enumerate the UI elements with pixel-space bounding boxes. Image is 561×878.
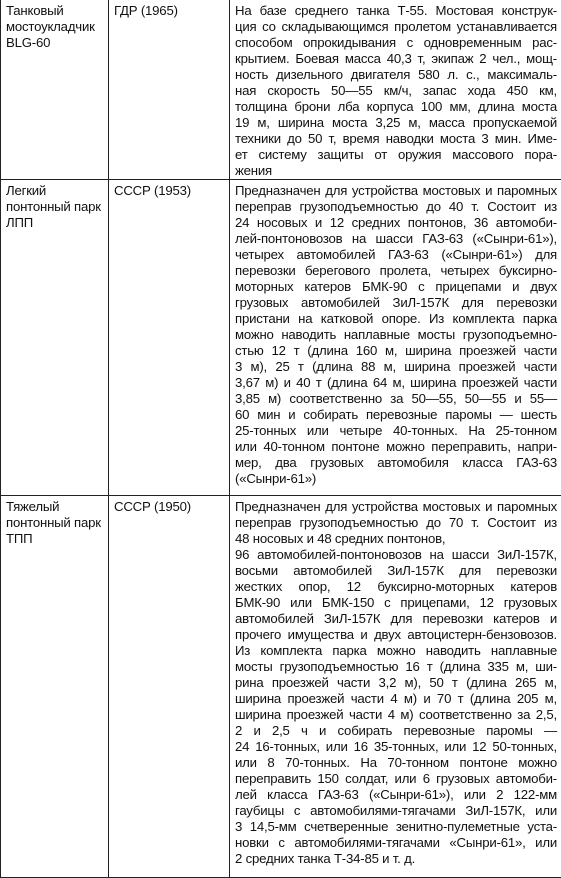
description-cell (230, 496, 561, 878)
description-line: лей класса ГАЗ-63 («Сынри-61»), или 2 122-мм (235, 787, 557, 803)
description-line: крытием. Боевая масса 40,3 т, экипаж 2 чел., мощ- (235, 51, 557, 67)
description-line: 19 м, ширина моста 3,25 м, масса пропускаемой (235, 115, 557, 131)
equipment-name-cell (1, 496, 109, 878)
origin-text: ГДР (1965) (114, 3, 225, 19)
description-line: Предназначен для устройства мостовых и паромных (235, 499, 557, 515)
description-line: переправ грузоподъемностью до 70 т. Состоит из (235, 515, 557, 531)
equipment-name-line: Танковый (6, 3, 104, 19)
description-line: стью 12 т (длина 160 м, ширина проезжей части (235, 343, 557, 359)
description-line: толщина брони лба корпуса 100 мм, длина моста (235, 99, 557, 115)
description-line: переправ грузоподъемностью до 40 т. Состоит из (235, 199, 557, 215)
description-line: мосты грузоподъемностью 16 т (длина 335 м, ши- (235, 659, 557, 675)
description-line: мер, два грузовых автомобиля класса ГАЗ-63 (235, 455, 557, 471)
description-line: восьми автомобилей ЗиЛ-157К для перевозки (235, 563, 557, 579)
description-line: ширина проезжей части 4 м) и 70 т (длина 205 м, (235, 691, 557, 707)
description-line: 3,85 м) соответственно за 50—55, 50—55 и 55— (235, 391, 557, 407)
description-line: 25-тонных или четыре 40-тонных. На 25-тонном (235, 423, 557, 439)
description-line: 96 автомобилей-понтоновозов на шасси ЗиЛ-157К, (235, 547, 557, 563)
description-line: 60 мин и собирать перевозные паромы — шесть (235, 407, 557, 423)
origin-cell (109, 0, 230, 180)
description-line: 2 средних танка Т-34-85 и т. д. (235, 851, 557, 867)
equipment-name-line: Легкий (6, 183, 104, 199)
description-line: прочего имущества и двух автоцистерн-бензовозов. (235, 627, 557, 643)
description-line: Из комплекта парка можно наводить наплавные (235, 643, 557, 659)
table-row (1, 180, 561, 496)
description-line: жестких опор, 12 буксирно-моторных катеров (235, 579, 557, 595)
description-line: способом опрокидывания с одновременным рас- (235, 35, 557, 51)
origin-text: СССР (1953) (114, 183, 225, 199)
description-line: или 40-тонном понтоне можно переправить, напри- (235, 439, 557, 455)
description-line: гаубицы с автомобилями-тягачами ЗиЛ-157К, или (235, 803, 557, 819)
equipment-name-cell (1, 180, 109, 496)
description-line: 24 носовых и 12 средних понтонов, 36 автомоби- (235, 215, 557, 231)
equipment-name-line: ТПП (6, 531, 104, 547)
description-line: ет систему защиты от оружия массового пора- (235, 147, 557, 163)
origin-cell (109, 496, 230, 878)
description-line: жения (235, 163, 557, 179)
description-line: или 8 70-тонных. На 70-тонном понтоне можно (235, 755, 557, 771)
description-line: БМК-90 или БМК-150 с прицепами, 12 грузовых (235, 595, 557, 611)
equipment-name-line: ЛПП (6, 215, 104, 231)
description-line: рина проезжей части 3,2 м), 50 т (длина 265 м, (235, 675, 557, 691)
equipment-name-line: мостоукладчик (6, 19, 104, 35)
origin-text: СССР (1950) (114, 499, 225, 515)
description-cell (230, 0, 561, 180)
description-line: 3,67 м) и 40 т (длина 64 м, ширина проезжей части (235, 375, 557, 391)
description-line: ная скорость 50—55 км/ч, запас хода 450 км, (235, 83, 557, 99)
equipment-name-line: понтонный парк (6, 515, 104, 531)
description-cell (230, 180, 561, 496)
equipment-name-line: понтонный парк (6, 199, 104, 215)
description-line: техники до 50 т, время наводки моста 3 мин. Име- (235, 131, 557, 147)
description-line: ширина проезжей части 4 м) соответственно за 2,5, (235, 707, 557, 723)
description-line: На базе среднего танка Т-55. Мостовая конструк- (235, 3, 557, 19)
description-line: можно наводить наплавные мосты грузоподъемно- (235, 327, 557, 343)
equipment-name-line: BLG-60 (6, 35, 104, 51)
equipment-name-cell (1, 0, 109, 180)
equipment-name-line: Тяжелый (6, 499, 104, 515)
description-line: четырех автомобилей ГАЗ-63 («Сынри-61») для (235, 247, 557, 263)
description-line: лей-понтоновозов на шасси ГАЗ-63 («Сынри-61»), (235, 231, 557, 247)
description-line: ность дизельного двигателя 580 л. с., максималь- (235, 67, 557, 83)
origin-cell (109, 180, 230, 496)
description-line: 2 и 2,5 ч и собирать перевозные паромы — (235, 723, 557, 739)
table-row (1, 496, 561, 878)
description-line: переправить 150 солдат, или 6 грузовых автомоби- (235, 771, 557, 787)
description-line: 3 м), 25 т (длина 88 м, ширина проезжей части (235, 359, 557, 375)
description-line: грузовых автомобилей ЗиЛ-157К для перевозки (235, 295, 557, 311)
description-line: 24 16-тонных, или 16 35-тонных, или 12 50-тонных, (235, 739, 557, 755)
description-line: перевозки берегового пролета, четырех буксирно- (235, 263, 557, 279)
description-line: («Сынри-61») (235, 471, 557, 487)
description-line: автомобилей ЗиЛ-157К для перевозки катеров и (235, 611, 557, 627)
description-line: ция со складывающимся пролетом устанавливается (235, 19, 557, 35)
description-line: моторных катеров БМК-90 с прицепами и двух (235, 279, 557, 295)
description-line: Предназначен для устройства мостовых и паромных (235, 183, 557, 199)
description-line: новки с автомобилями-тягачами «Сынри-61», или (235, 835, 557, 851)
description-line: 3 14,5-мм счетверенные зенитно-пулеметные уста- (235, 819, 557, 835)
description-line: 48 носовых и 48 средних понтонов, (235, 531, 557, 547)
table-row (1, 0, 561, 180)
description-line: пристани на катковой опоре. Из комплекта парка (235, 311, 557, 327)
